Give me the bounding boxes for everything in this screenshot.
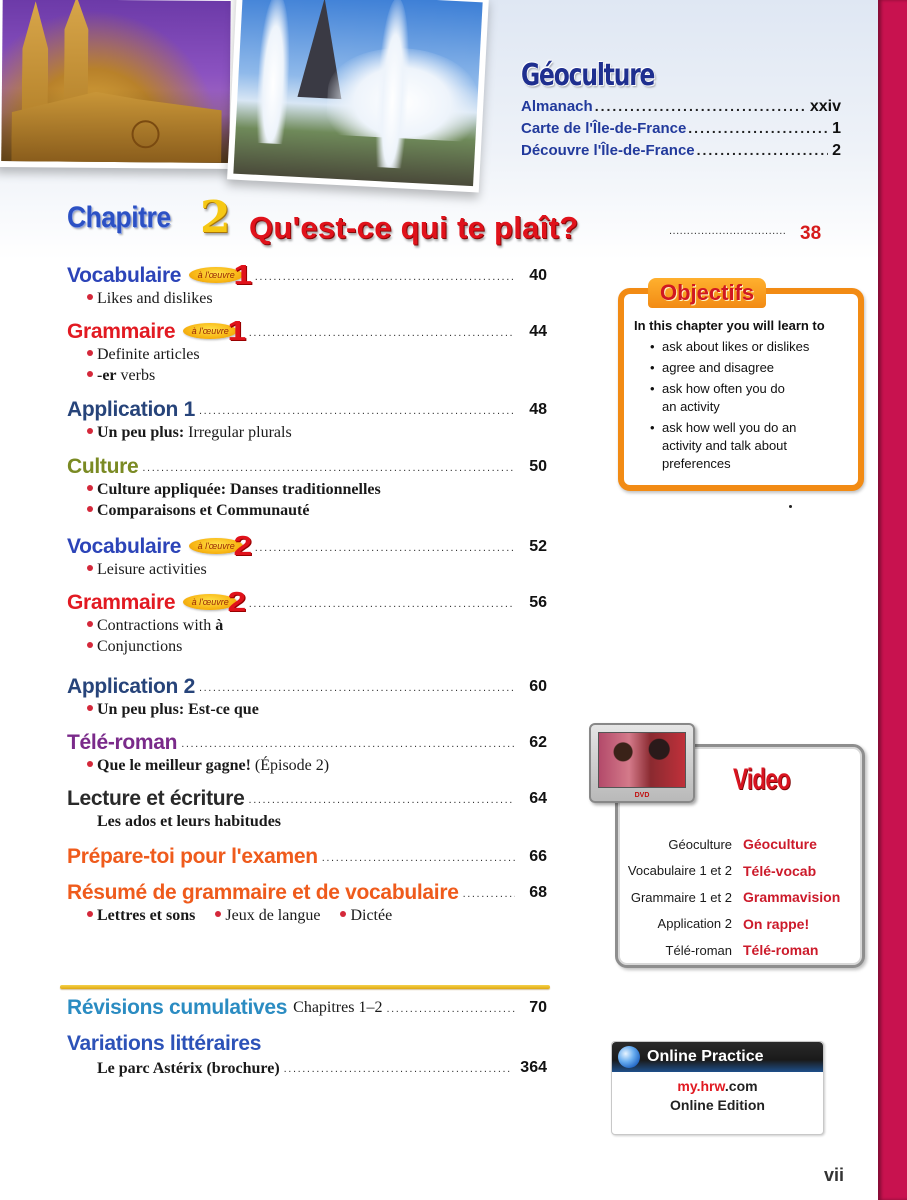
- leader-dots: [199, 405, 515, 417]
- video-row[interactable]: Télé-roman Télé-roman: [665, 942, 819, 959]
- toc-entry-variations[interactable]: Variations littéraires Le parc Astérix (brochure) ..... 364: [67, 1026, 547, 1082]
- objectifs-box: [618, 280, 864, 491]
- video-row[interactable]: Application 2 On rappe!: [657, 915, 810, 932]
- a-loeuvre-badge: à l'œuvre 2: [189, 535, 251, 557]
- a-loeuvre-badge: à l'œuvre 2: [183, 591, 245, 613]
- chapter-word: Chapitre: [67, 201, 171, 234]
- a-loeuvre-badge: à l'œuvre 1: [183, 320, 245, 342]
- bullet-icon: [87, 294, 93, 300]
- video-title: Video: [733, 763, 791, 796]
- bullet-icon: [87, 371, 93, 377]
- leader-dots: [669, 225, 787, 237]
- bullet-icon: [215, 911, 221, 917]
- leader-dots: [199, 682, 515, 694]
- toc-entry[interactable]: Prépare-toi pour l'examen ..... 66: [67, 839, 547, 875]
- toc-subitem: Les ados et leurs habitudes: [97, 813, 282, 830]
- leader-dots: [697, 142, 828, 158]
- leader-dots: [249, 598, 515, 610]
- bullet-icon: [87, 565, 93, 571]
- chapter-title: Qu'est-ce qui te plaît?: [249, 210, 579, 245]
- page-number: vii: [824, 1165, 845, 1185]
- toc-subitem: Un peu plus: Est-ce que: [67, 699, 547, 720]
- bullet-icon: [87, 621, 93, 627]
- video-row[interactable]: Géoculture Géoculture: [668, 836, 817, 853]
- toc-entry[interactable]: Résumé de grammaire et de vocabulaire ..... 68 Lettres et sons Jeux de langue Dictée: [67, 875, 547, 927]
- objective-item: • ask how well you do an activity and talk about preferences: [650, 419, 820, 473]
- globe-icon: [618, 1046, 640, 1068]
- video-row[interactable]: Grammaire 1 et 2 Grammavision: [630, 889, 841, 906]
- leader-dots: [322, 852, 515, 864]
- leader-dots: [255, 271, 515, 283]
- leader-dots: [255, 542, 515, 554]
- toc-entry[interactable]: Télé-roman ..... 62 Que le meilleur gagne! (Épisode 2): [67, 725, 547, 781]
- leader-dots: [595, 98, 806, 114]
- table-of-contents: [67, 258, 547, 927]
- toc-entry[interactable]: Grammaire à l'œuvre 2 ..... 56 Contractions with à Conjunctions: [67, 585, 547, 669]
- objectifs-intro: In this chapter you will learn to: [634, 318, 825, 333]
- geoculture-title: Géoculture: [521, 58, 655, 93]
- bullet-icon: [87, 761, 93, 767]
- toc-entry[interactable]: Vocabulaire à l'œuvre 2 ..... 52 Leisure activities: [67, 529, 547, 585]
- eiffel-tower-photo: [227, 0, 489, 192]
- dvd-thumbnail-icon: DVD: [589, 723, 695, 803]
- toc-subitem: Comparaisons et Communauté: [67, 500, 547, 521]
- chapter-page: 38: [800, 223, 822, 244]
- bullet-icon: [87, 428, 93, 434]
- toc-subitem: Conjunctions: [67, 636, 547, 657]
- objective-item: • ask about likes or dislikes: [650, 338, 850, 356]
- stray-dot: [789, 505, 792, 508]
- toc-subitem: Leisure activities: [67, 559, 547, 580]
- divider-rule: [60, 985, 550, 989]
- toc-subitem: Likes and dislikes: [67, 288, 547, 309]
- bullet-icon: [87, 506, 93, 512]
- toc-link-almanach[interactable]: Almanach ..... xxiv: [521, 98, 841, 120]
- bullet-icon: [87, 911, 93, 917]
- bullet-icon: [87, 705, 93, 711]
- leader-dots: [688, 120, 828, 136]
- bullet-icon: [87, 350, 93, 356]
- objective-item: • agree and disagree: [650, 359, 850, 377]
- toc-entry[interactable]: Culture ..... 50 Culture appliquée: Danses traditionnelles Comparaisons et Communauté: [67, 449, 547, 529]
- video-row[interactable]: Vocabulaire 1 et 2 Télé-vocab: [627, 862, 817, 879]
- toc-subitem-row: Lettres et sons Jeux de langue Dictée: [67, 905, 547, 926]
- chapter-heading[interactable]: [67, 192, 837, 250]
- bullet-icon: [87, 642, 93, 648]
- toc-subitem: Que le meilleur gagne! (Épisode 2): [67, 755, 547, 776]
- leader-dots: [249, 794, 515, 806]
- toc-subitem: Contractions with à: [67, 615, 547, 636]
- cathedral-photo: [0, 0, 237, 169]
- toc-entry[interactable]: Application 1 ..... 48 Un peu plus: Irregular plurals: [67, 392, 547, 449]
- toc-subitem: Culture appliquée: Danses traditionnelles: [67, 479, 547, 500]
- toc-entry[interactable]: Grammaire à l'œuvre 1 ..... 44 Definite articles -er verbs: [67, 314, 547, 392]
- toc-entry[interactable]: Application 2 ..... 60 Un peu plus: Est-ce que: [67, 669, 547, 725]
- toc-subitem: Definite articles: [67, 344, 547, 365]
- toc-entry[interactable]: Lecture et écriture ..... 64 Les ados et leurs habitudes: [67, 781, 547, 839]
- toc-entry-revisions[interactable]: Révisions cumulatives Chapitres 1–2 ..... 70: [67, 990, 547, 1026]
- objectifs-title: Objectifs: [648, 278, 766, 308]
- a-loeuvre-badge: à l'œuvre 1: [189, 264, 251, 286]
- online-url-link[interactable]: my.hrw.com: [677, 1078, 758, 1094]
- online-practice-title: Online Practice: [647, 1048, 764, 1065]
- leader-dots: [249, 327, 515, 339]
- rose-window: [131, 120, 159, 148]
- bullet-icon: [87, 485, 93, 491]
- toc-link-carte[interactable]: Carte de l'Île-de-France ..... 1: [521, 120, 841, 142]
- video-still: [598, 732, 686, 788]
- leader-dots: [284, 1063, 511, 1075]
- geoculture-section: [521, 58, 841, 164]
- chapter-number: 2: [200, 192, 231, 243]
- objective-item: • ask how often you do an activity: [650, 380, 800, 416]
- online-practice-box[interactable]: [611, 1041, 824, 1135]
- bullet-icon: [340, 911, 346, 917]
- leader-dots: [463, 888, 515, 900]
- toc-link-decouvre[interactable]: Découvre l'Île-de-France ..... 2: [521, 142, 841, 164]
- toc-entry[interactable]: Vocabulaire à l'œuvre 1 ..... 40 Likes and dislikes: [67, 258, 547, 314]
- back-matter-toc: [67, 990, 547, 1082]
- leader-dots: [142, 462, 515, 474]
- online-edition-label: Online Edition: [670, 1097, 765, 1113]
- leader-dots: [181, 738, 515, 750]
- toc-subitem: -er verbs: [67, 365, 547, 386]
- toc-subitem: Un peu plus: Irregular plurals: [67, 422, 547, 443]
- leader-dots: [386, 1003, 515, 1015]
- page-edge-stripe: [878, 0, 907, 1200]
